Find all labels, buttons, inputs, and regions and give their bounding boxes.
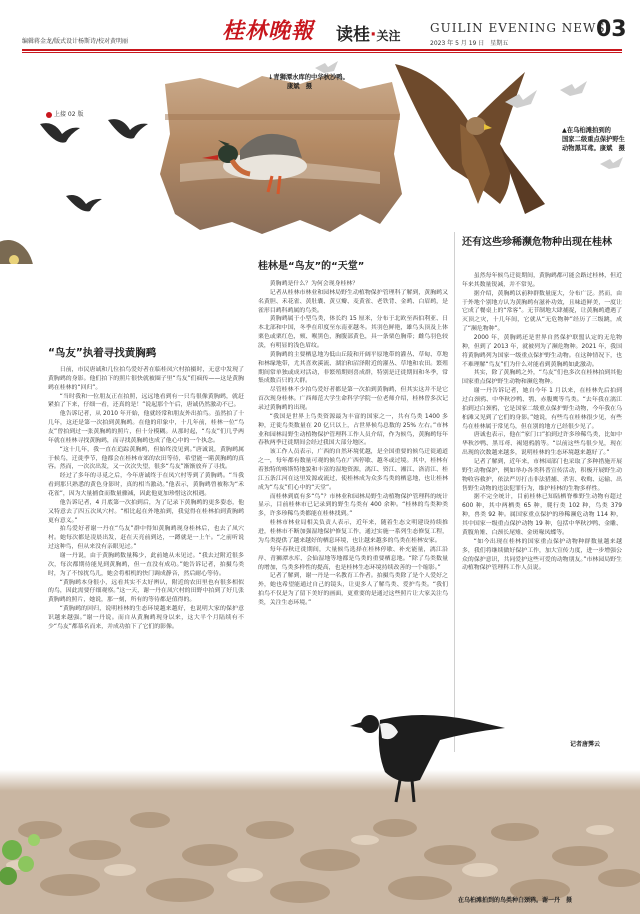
column-divider (454, 232, 455, 752)
right-paragraph: 虽然每年候鸟迁徙期间，黄胸鹀都可能会路过桂林，但近年来其数量锐减，并不常见。 (462, 273, 622, 288)
right-paragraph: 唐诚也表示，他在“家门口”拍到过许多珍稀鸟类，比如中华秋沙鸭、黑耳鸢、褐翅鸦鹃等。“以前这些鸟很少见，现在出现的次数越来越多，说明桂林的生态环境越来越好了。” (462, 432, 622, 457)
merganser-caption: ↓青狮潭水库的中华秋沙鸭。 康斌 摄 (268, 74, 349, 91)
editor-credits: 编辑蒋金龙/版式设计杨斯诗/校对黄明丽 (22, 38, 129, 45)
header-rule-thin (22, 52, 622, 53)
middle-paragraph: 黄胸鹀属于小型鸟类，体长约 15 厘米，分布于北欧至西伯利亚、日本北部和中国，冬季在印度至东南亚越冬。其羽色鲜艳，雄鸟头顶及上体栗色或栗红色，颏、喉黑色，胸腹部黄色，具一条栗色胸带；雌鸟羽色较淡，有明显的浅色眉纹。 (258, 316, 448, 350)
right-paragraph: 记者了解到，近年来，市林园部门也采取了多种措施开展野生动物保护，例如举办各类科普宣传活动，积极开展野生动物收容救护，依法严厉打击非法猎捕、杀害、收购、运输、出售野生动物的违法犯罪行为，维护桂林的生物多样性。 (462, 459, 622, 492)
left-paragraph: 他告诉记者，从 2010 年开始，他就经常和朋友外出拍鸟。虽然拍了十几年，这还是第一次拍到黄胸鹀。在他的印象中，十几年前，桂林一位“鸟友”曾拍到过一张黄胸鹀的照片，但十分模糊。从那时起，“鸟友”们几乎两年就在桂林寻找黄胸鹀，而寻找黄胸鹀也成了他心中的一个执念。 (48, 411, 244, 444)
right-article-body (462, 272, 622, 734)
middle-paragraph: 记者了解到，谢一丹是一名教育工作者。拍摄鸟类除了是个人爱好之外，她也希望能通过自己的镜头，让更多人了解鸟类、爱护鸟类。“我们拍鸟不仅是为了留下美好的画面，更重要的是通过这些照片让大家关注鸟类，关注生态环境。” (258, 573, 448, 606)
right-paragraph: 据介绍，黄胸鹀以前种群数量庞大，分布广泛。然而，由于外地个别地方认为黄胸鹀有滋补功效，且味道鲜美，一度让它成了餐桌上的“常客”。无节制地大肆捕捉，让黄胸鹀遭遇了灭顶之灾，十几年间，它就从“无危物种”经历了三级跳，成了“濒危物种”。 (462, 290, 622, 333)
decorative-crow-silhouettes (40, 119, 148, 211)
header-rule (22, 49, 622, 51)
left-paragraph: 日前，市民唐诚和几位拍鸟爱好者在临桂凤穴村拍摄时，无意中发现了黄胸鹀的身影。他们拍下的照片很快就被圈子里“鸟友”们疯传——这是黄胸鹀在桂林的“回归”。 (48, 367, 244, 391)
pebble-beach-photo (0, 680, 640, 914)
middle-paragraph: “我国是世界上鸟类资源最为丰富的国家之一，共有鸟类 1400 多种，迁徙鸟类数量在 20 亿只以上，占世界候鸟总数的 25% 左右。”市林业和园林局野生动植物保护管理科工作人员介绍，作为候鸟，黄胸鹀每年春秋两季迁徙期间会经过我国大部分地区。 (258, 413, 448, 447)
magpie-caption: 在乌桕滩拍到的鸟类种白颈鸦。谢一丹 摄 (458, 897, 573, 904)
kite-caption: ▲在乌桕滩拍到的 国家二级重点保护野生 动物黑耳鸢。康斌 摄 (562, 127, 625, 153)
middle-paragraph: 该工作人员表示，广西的自然环境优越，是全国重要的候鸟迁徙通道之一，每年都有数量可观的候鸟在广西停歇、越冬或过境。其中，桂林有着独特的喀斯特地貌和丰富的湿地资源，漓江、资江、湘江、洛清江、桂江五条江河在这里发源或流过，使桂林成为众多鸟类的栖息地，也让桂林成为“鸟友”们心中的“天堂”。 (258, 449, 448, 491)
section-dot: · (370, 25, 377, 45)
section-main: 读桂 (336, 25, 370, 45)
middle-paragraph: 记者从桂林市林业和园林局野生动植物保护管理科了解到，黄胸鹀又名黄胆、禾花雀、黄肚囊、黄豆瓣、麦黄雀、老铁背、金鹀、白眉鹀，是雀形目鹀科鹀属的鸟类。 (258, 289, 448, 314)
middle-article-title: 桂林是“鸟友”的“天堂” (258, 261, 365, 272)
right-paragraph: 谢一丹告诉记者，她自今年 1 月以来，在桂林先后拍到过白颈鸦、中华秋沙鸭、鹗、赤腹鹰等鸟类。“去年我在漓江拍到过白颈鸦，它是国家二级重点保护野生动物，今年我在乌桕滩又见到了它们的身影。”她说，有些鸟在桂林很少见，有些鸟在桂林属于常见鸟，但在别的地方已经很少见了。 (462, 388, 622, 430)
left-paragraph: 谢一丹说，由于黄胸鹀数量稀少，此前她从未见过。“我去过附近很多次，每次都期待能见到黄胸鹀，但一直没有成功。”她告诉记者，拍摄鸟类时，为了不惊扰鸟儿，她会将相机的快门调成静音，然后耐心等待。 (48, 553, 244, 577)
continued-from-marker: 上接 02 版 (46, 109, 83, 118)
right-paragraph: 2000 年，黄胸鹀还是世界自然保护联盟认定的无危物种，但到了 2013 年，就被列为了濒危物种。2021 年，我国将黄胸鹀列为国家一级重点保护野生动物。在这种情况下，也不难理解“鸟友”们为什么对能看到黄胸鹀如此激动。 (462, 335, 622, 368)
right-paragraph: 据不完全统计，目前桂林已知陆栖脊椎野生动物有超过 600 种，其中两栖类 65 种，爬行类 102 种，鸟类 379 种，兽类 92 种。属国家重点保护的珍稀濒危动物 114 种，其中国家一级重点保护动物 19 种，包括中华秋沙鸭、金雕、黄腹角雉、白颈长尾雉、金斑喙凤蝶等。 (462, 494, 622, 536)
left-paragraph: “这十几年，我一直在追踪黄胸鹀，但始终没见到。”唐诚说，黄胸鹀属于候鸟，迁徙季节，他都会在桂林市郊的农田等待，希望能一睹黄胸鹀的真容。然而，一次次出发，又一次次失望，很多“鸟友”渐渐放弃了寻找。 (48, 446, 244, 471)
middle-paragraph: 每年春秋迁徙期间，大量候鸟选择在桂林停歇、补充能量，漓江沿岸、青狮潭水库、会仙湿地等地都是鸟类的重要栖息地。“除了鸟类数量的增加，鸟类多样性的提高，也是桂林生态环境持续改善的一个缩影。” (258, 546, 448, 571)
left-paragraph: 拍鸟爱好者谢一丹在“鸟友”群中得知黄胸鹀现身桂林后，也去了凤穴村。她每次都是凌晨出发，赶在天亮前到达，一蹲就是一上午。“之前听说过这种鸟，但从来没有亲眼见过。” (48, 526, 244, 551)
left-paragraph: “黄胸鹀本身很小，远看其实不太好辨认，附近的农田里也有很多相似的鸟，因此需要仔细观察。”这一天，谢一丹在凤穴村的田野中拍到了好几张黄胸鹀的照片，她说，那一刻，所有的等待都是值得的。 (48, 579, 244, 604)
issue-date: 2023 年 5 月 19 日 星期五 (430, 40, 509, 47)
middle-paragraph: 黄胸鹀是什么？为何会现身桂林？ (269, 281, 359, 287)
continued-icon (46, 112, 52, 118)
section-sub: 关注 (376, 29, 401, 43)
left-paragraph: “黄胸鹀的回归，说明桂林的生态环境越来越好，也说明大家的保护意识越来越强。”谢一丹说。而自从黄胸鹀现身以来，这大半个月陆续有不少“鸟友”都慕名而来，并成功拍下了它们的影像。 (48, 606, 244, 630)
middle-article-body (258, 280, 448, 680)
section-title (336, 20, 400, 45)
right-paragraph: “如今出现在桂林的国家重点保护动物种群数量越来越多，我们将继续做好保护工作，加大宣传力度，进一步增强公众的保护意识，共同爱护这些可爱的动物朋友。”市林园局野生动植物保护管理科工作人员说。 (462, 538, 622, 572)
paper-name-english: GUILIN EVENING NEWS (430, 21, 606, 35)
middle-paragraph: 黄胸鹀的主要栖息地为低山丘陵和开阔平原地带的灌丛、草甸、草地和林缘地带，尤其喜欢溪流、湖泊和沼泽附近的灌丛、草地和农田。繁殖期间常单独或成对活动，非繁殖期则喜成群，特别是迁徙期间和冬季，常集成数百只的大群。 (258, 351, 448, 385)
middle-paragraph: 而桂林到底有多“鸟”？市林业和园林局野生动植物保护管理科的统计显示，目前桂林市已记录到的野生鸟类有 400 余种。“桂林的鸟类种类多，许多珍稀鸟类都能在桂林找到。” (258, 493, 448, 518)
owl-photo-crop (0, 240, 34, 264)
right-article-title: 还有这些珍稀濒危物种出现在桂林 (462, 237, 612, 248)
middle-paragraph: 桂林市林业局相关负责人表示，近年来，随着生态文明建设持续推进，桂林市不断加强湿地保护修复工作，通过实施一系列生态修复工程，为鸟类提供了越来越好的栖息环境，也让越来越多的鸟类在桂林安家。 (258, 520, 448, 544)
left-paragraph: 他告诉记者，4 月底第一次拍到后，为了记录下黄胸鹀的更多姿态，他又特意去了四五次凤穴村。“相比起在外地拍到，我觉得在桂林拍到黄胸鹀更有意义。” (48, 499, 244, 524)
left-paragraph: 经过了多年的寻觅之后，今年唐诚终于在凤穴村等到了黄胸鹀。“当我看到那只熟悉的黄色身影时，真的相当激动。”他表示，黄胸鹀曾被称为“禾花雀”，因为大量捕食而数量骤减，因此他更加珍惜这次相遇。 (48, 473, 244, 498)
left-article-title: “鸟友”执着寻找黄胸鹀 (48, 347, 157, 359)
middle-paragraph: 尽管桂林不少拍鸟爱好者都是第一次拍到黄胸鹀，但其实这并不是它首次现身桂林。广西师范大学生命科学学院一位老师介绍，桂林曾多次记录过黄胸鹀的出现。 (258, 387, 448, 412)
page-number: 03 (596, 17, 627, 42)
left-paragraph: “当时我和一位朋友正在拍照，远远地看到有一只鸟很像黄胸鹀，就赶紧拍了下来，仔细一看，还真的是！”说起那个午后，唐诚仍然激动不已。 (48, 393, 244, 409)
masthead (0, 0, 640, 50)
reporter-byline: 记者唐霁云 (570, 741, 601, 748)
right-paragraph: 其实，除了黄胸鹀之外，“鸟友”们也多次在桂林拍到其他国家重点保护野生动物和濒危物种。 (462, 370, 622, 386)
newspaper-logo: 桂林晚報 (222, 18, 315, 44)
black-kite-icon (395, 64, 545, 214)
